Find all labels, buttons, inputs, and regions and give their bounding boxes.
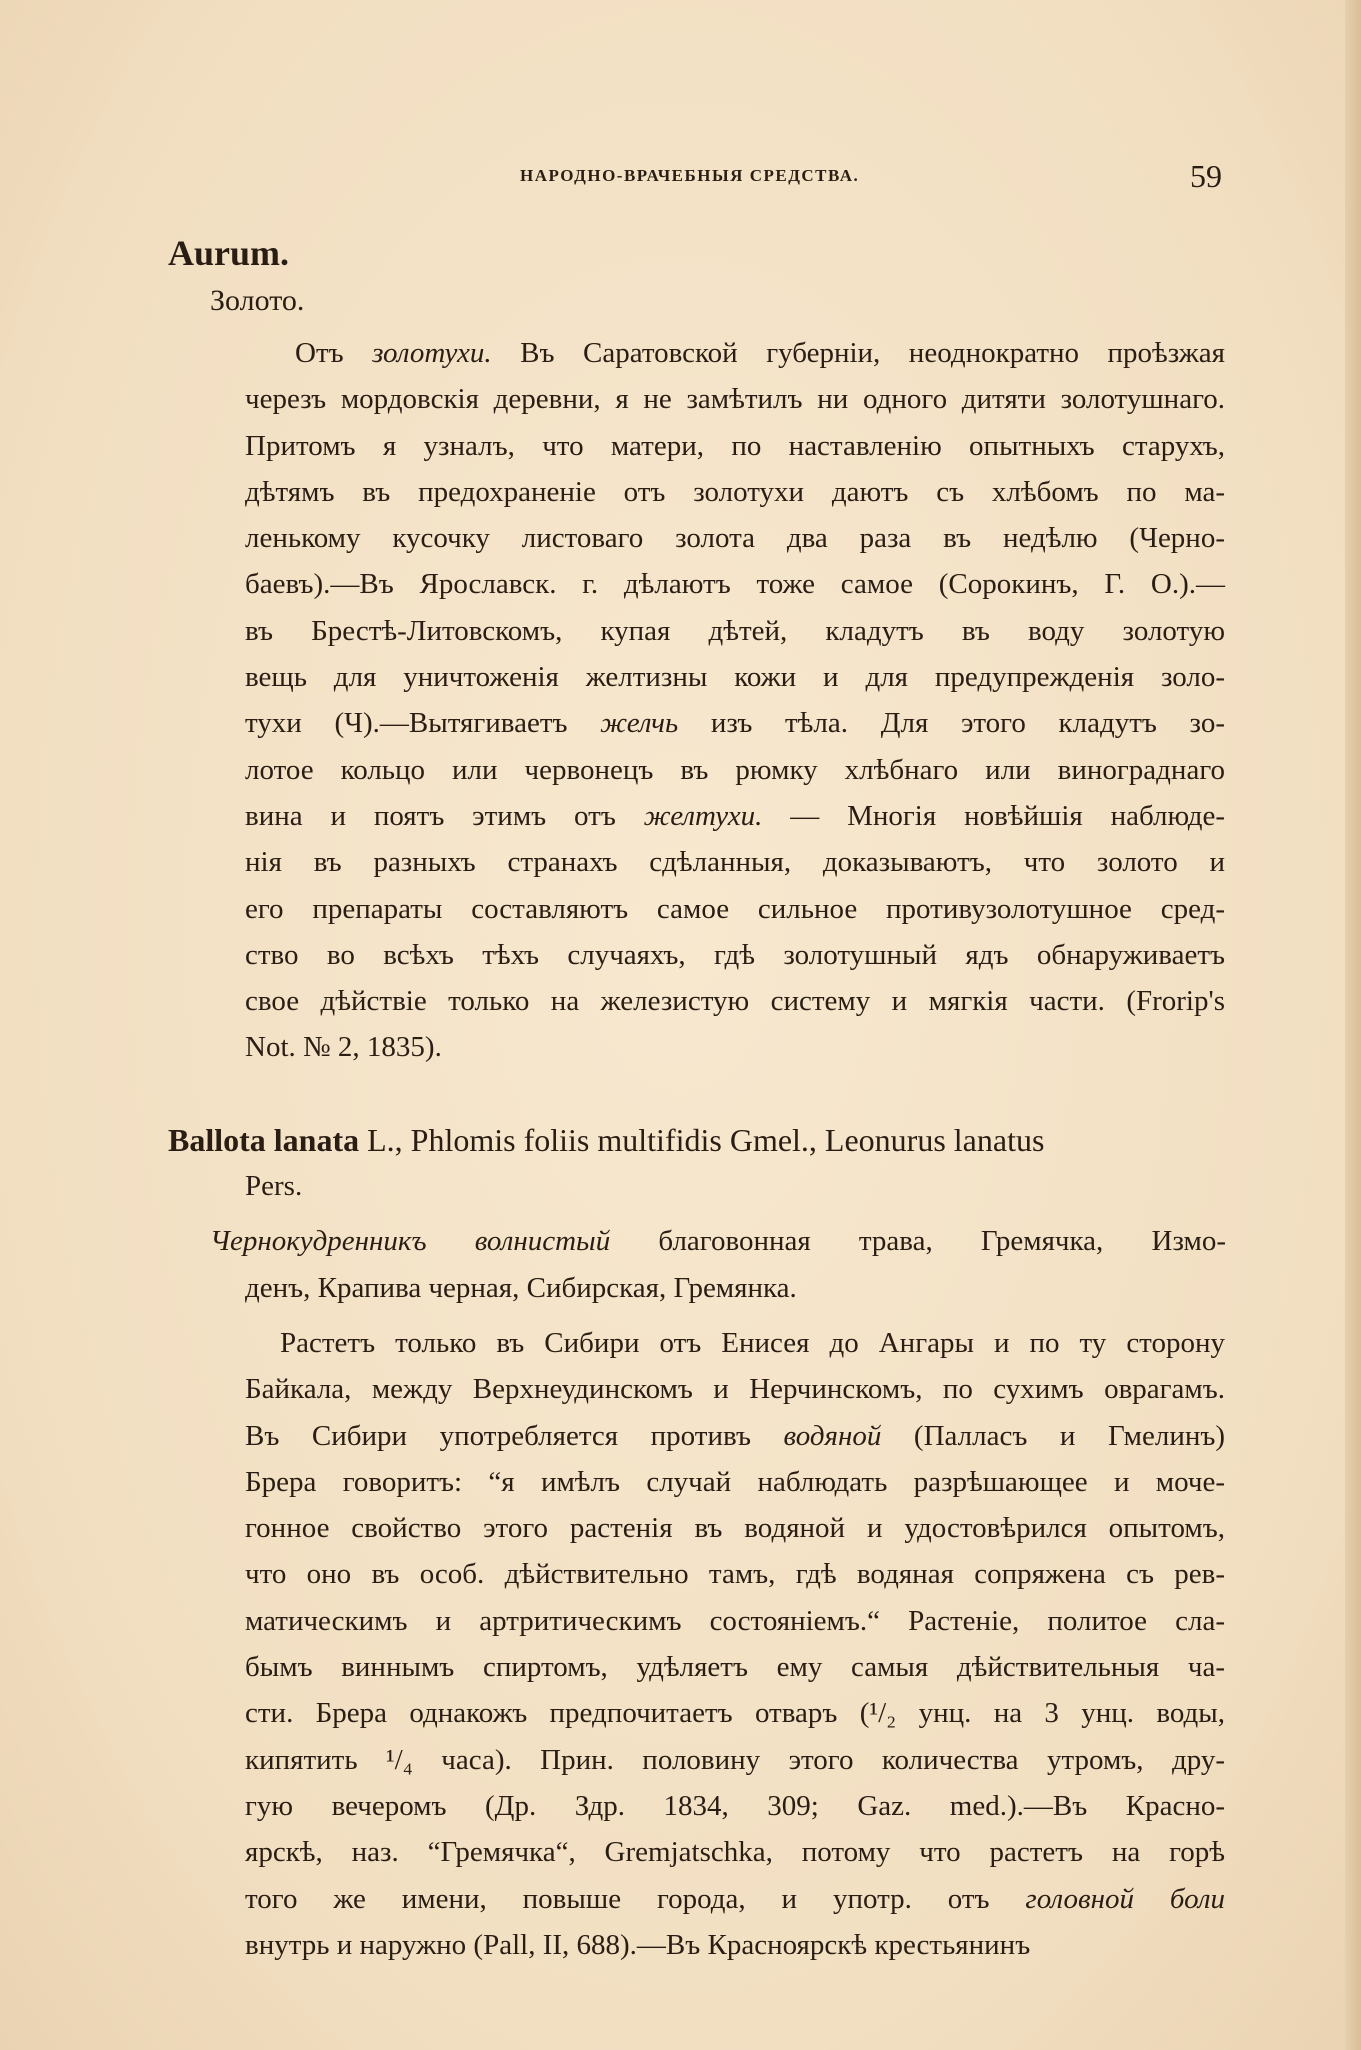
ballota-line [245, 1459, 1225, 1505]
line-text: что оно въ особ. дѣйствительно тамъ, гдѣ водяная сопряжена съ рев- [245, 1558, 1225, 1591]
aurum-body [245, 330, 1225, 1071]
ballota-line [245, 1551, 1225, 1597]
aurum-line [245, 747, 1225, 793]
ballota-line [245, 1413, 1225, 1459]
line-text: баевъ).—Въ Ярославск. г. дѣлаютъ тоже самое (Сорокинъ, Г. О.).— [245, 568, 1225, 601]
aurum-line [245, 654, 1225, 700]
line-text: нія въ разныхъ странахъ сдѣланныя, доказываютъ, что золото и [245, 846, 1225, 879]
aurum-line [245, 978, 1225, 1024]
line-text: внутрь и наружно (Pall, II, 688).—Въ Красноярскѣ крестьянинъ [245, 1928, 1031, 1961]
ballota-line [245, 1598, 1225, 1644]
aurum-line [245, 700, 1225, 746]
line-text: свое дѣйствіе только на железистую систему и мягкія части. (Frorip's [245, 985, 1225, 1018]
aurum-line [245, 515, 1225, 561]
line-text: Not. № 2, 1835). [245, 1031, 442, 1064]
ballota-title [168, 1122, 1226, 1159]
line-text: сти. Брера однакожъ предпочитаетъ отваръ (¹/₂ унц. на 3 унц. воды, [245, 1697, 1225, 1730]
aurum-line [245, 1024, 1225, 1070]
ballota-line [245, 1922, 1225, 1968]
page-edge [1345, 0, 1361, 2050]
ballota-name-italic: Чернокудренникъ волнистый [210, 1225, 611, 1257]
italic-text: желчь [600, 707, 679, 740]
italic-text: головной боли [1025, 1882, 1225, 1915]
ballota-title-bold: Ballota lanata [168, 1122, 360, 1158]
ballota-line [245, 1505, 1225, 1551]
ballota-line [245, 1644, 1225, 1690]
aurum-line [245, 932, 1225, 978]
line-text: изъ тѣла. Для этого кладутъ зо- [678, 707, 1225, 740]
line-text: ярскѣ, наз. “Гремячка“, Gremjatschka, потому что растетъ на горѣ [245, 1836, 1225, 1869]
line-text: черезъ мордовскія деревни, я не замѣтилъ ни одного дитяти золотушнаго. [245, 383, 1225, 416]
line-text: (Палласъ и Гмелинъ) [881, 1419, 1226, 1452]
italic-text: желтухи. [643, 799, 763, 832]
page-number: 59 [1190, 158, 1222, 194]
aurum-line [245, 561, 1225, 607]
ballota-body [245, 1320, 1225, 1968]
line-text: Отъ [295, 337, 373, 369]
aurum-line [245, 886, 1225, 932]
line-text: Брера говоритъ: “я имѣлъ случай наблюдать разрѣшающее и моче- [245, 1465, 1225, 1498]
ballota-line [245, 1366, 1225, 1412]
ballota-line [245, 1829, 1225, 1875]
ballota-title-line2: Pers. [245, 1170, 303, 1202]
line-text: вещь для уничтоженія желтизны кожи и для предупрежденія золо- [245, 661, 1225, 694]
italic-text: водяной [783, 1419, 882, 1452]
ballota-title-rest: L., Phlomis foliis multifidis Gmel., Leonurus lanatus [359, 1122, 1045, 1158]
aurum-title: Aurum. [168, 233, 290, 273]
line-text: въ Брестѣ-Литовскомъ, купая дѣтей, кладутъ въ воду золотую [245, 614, 1225, 647]
running-head: НАРОДНО-ВРАЧЕБНЫЯ СРЕДСТВА. [520, 166, 860, 185]
italic-text: золотухи. [372, 337, 492, 369]
line-text: гонное свойство этого растенія въ водяной и удостовѣрился опытомъ, [245, 1512, 1225, 1545]
aurum-line [245, 423, 1225, 469]
aurum-line [245, 376, 1225, 422]
aurum-line [245, 608, 1225, 654]
ballota-line [245, 1690, 1225, 1736]
header [0, 158, 1361, 198]
aurum-subtitle: Золото. [210, 284, 305, 317]
line-text: Въ Сибири употребляется противъ [245, 1419, 784, 1452]
ballota-line [245, 1737, 1225, 1783]
ballota-line [245, 1876, 1225, 1922]
line-text: ство во всѣхъ тѣхъ случаяхъ, гдѣ золотушный ядъ обнаруживаетъ [245, 938, 1225, 971]
line-text: Растетъ только въ Сибири отъ Енисея до Ангары и по ту сторону [280, 1327, 1225, 1359]
line-text: Байкала, между Верхнеудинскомъ и Нерчинскомъ, по сухимъ оврагамъ. [245, 1373, 1225, 1406]
ballota-line [245, 1320, 1225, 1366]
line-text: кипятить ¹/₄ часа). Прин. половину этого количества утромъ, дру- [245, 1743, 1225, 1776]
aurum-line [245, 469, 1225, 515]
line-text: гую вечеромъ (Др. Здр. 1834, 309; Gaz. med.).—Въ Красно- [245, 1789, 1225, 1822]
ballota-name [210, 1225, 1226, 1258]
line-text: того же имени, повыше города, и употр. отъ [245, 1882, 1026, 1915]
line-text: Притомъ я узналъ, что матери, по наставленію опытныхъ старухъ, [245, 429, 1225, 462]
line-text: — Многія новѣйшія наблюде- [762, 799, 1225, 832]
ballota-name-rest: благовонная трава, Гремячка, Измо- [610, 1225, 1226, 1257]
line-text: лотое кольцо или червонецъ въ рюмку хлѣбнаго или винограднаго [245, 753, 1225, 786]
ballota-line [245, 1783, 1225, 1829]
line-text: дѣтямъ въ предохраненіе отъ золотухи даютъ съ хлѣбомъ по ма- [245, 475, 1225, 508]
line-text: матическимъ и артритическимъ состояніемъ.“ Растеніе, политое сла- [245, 1604, 1225, 1637]
aurum-line [245, 330, 1225, 376]
aurum-line [245, 839, 1225, 885]
aurum-line [245, 793, 1225, 839]
line-text: Въ Саратовской губерніи, неоднократно проѣзжая [491, 337, 1225, 369]
line-text: ленькому кусочку листоваго золота два раза въ недѣлю (Черно- [245, 522, 1225, 555]
line-text: вина и поятъ этимъ отъ [245, 799, 644, 832]
line-text: бымъ виннымъ спиртомъ, удѣляетъ ему самыя дѣйствительныя ча- [245, 1651, 1225, 1684]
line-text: тухи (Ч).—Вытягиваетъ [245, 707, 601, 740]
line-text: его препараты составляютъ самое сильное противузолотушное сред- [245, 892, 1225, 925]
ballota-name-line2: денъ, Крапива черная, Сибирская, Гремянка. [245, 1272, 797, 1304]
